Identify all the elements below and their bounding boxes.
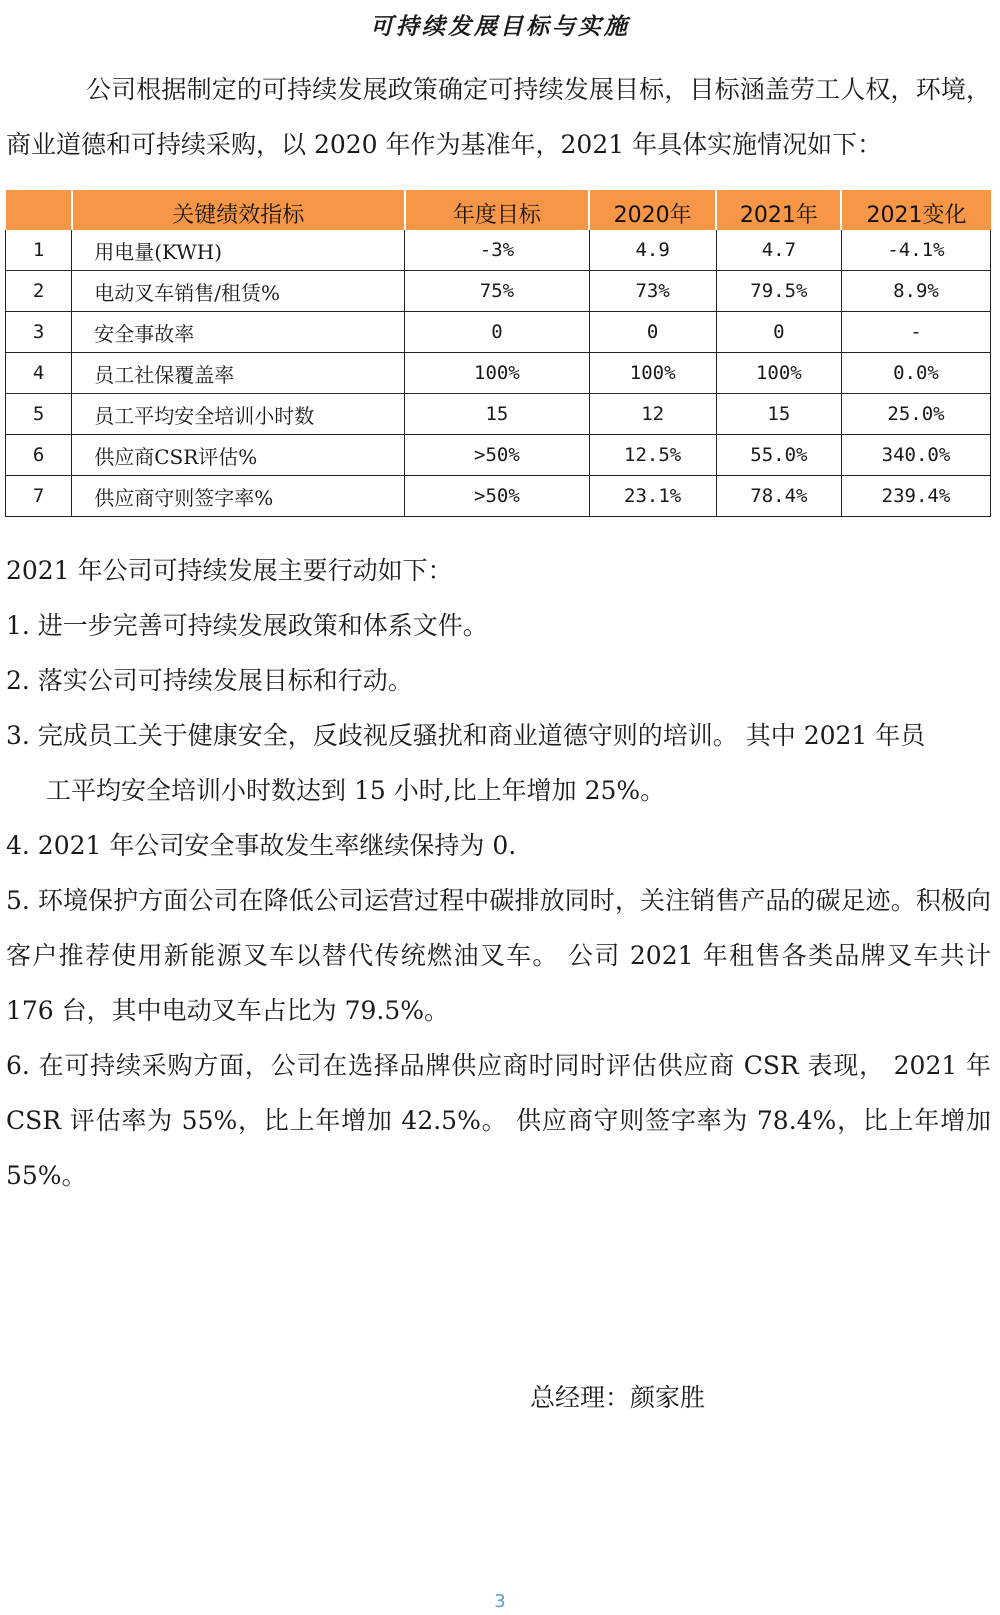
cell-2020: 23.1% bbox=[589, 476, 716, 517]
header-2020: 2020年 bbox=[589, 190, 716, 230]
actions-section bbox=[6, 543, 991, 1203]
action-item: 2. 落实公司可持续发展目标和行动。 bbox=[6, 666, 413, 695]
cell-2021: 4.7 bbox=[716, 230, 841, 271]
signature: 总经理：颜家胜 bbox=[530, 1383, 706, 1412]
cell-2021: 0 bbox=[716, 312, 841, 353]
cell-2020: 4.9 bbox=[589, 230, 716, 271]
cell-index: 4 bbox=[6, 353, 72, 394]
action-item: 5. 环境保护方面公司在降低公司运营过程中碳排放同时，关注销售产品的碳足迹。积极向客户推荐使用新能源叉车以替代传统燃油叉车。 公司 2021 年租售各类品牌叉车共计 176 台，其中电动叉车占比为 79.5%。 bbox=[6, 886, 991, 1025]
action-item: 1. 进一步完善可持续发展政策和体系文件。 bbox=[6, 611, 488, 640]
cell-index: 7 bbox=[6, 476, 72, 517]
table-row bbox=[6, 271, 991, 312]
cell-kpi: 用电量(KWH) bbox=[72, 230, 405, 271]
cell-target: 75% bbox=[405, 271, 589, 312]
table-row bbox=[6, 476, 991, 517]
cell-2021: 78.4% bbox=[716, 476, 841, 517]
cell-2020: 12.5% bbox=[589, 435, 716, 476]
page-title: 可持续发展目标与实施 bbox=[370, 14, 630, 40]
cell-index: 2 bbox=[6, 271, 72, 312]
table-row bbox=[6, 230, 991, 271]
intro-paragraph: 公司根据制定的可持续发展政策确定可持续发展目标，目标涵盖劳工人权，环境，商业道德和可持续采购，以 2020 年作为基准年，2021 年具体实施情况如下： bbox=[6, 75, 991, 159]
action-item: 3. 完成员工关于健康安全，反歧视反骚扰和商业道德守则的培训。 其中 2021 年员 bbox=[6, 721, 926, 750]
cell-target: 15 bbox=[405, 394, 589, 435]
header-2021-change: 2021变化 bbox=[841, 190, 990, 230]
cell-kpi: 安全事故率 bbox=[72, 312, 405, 353]
table-row bbox=[6, 435, 991, 476]
cell-change: 0.0% bbox=[841, 353, 990, 394]
action-item-continuation: 工平均安全培训小时数达到 15 小时,比上年增加 25%。 bbox=[46, 776, 666, 805]
kpi-table bbox=[5, 190, 991, 517]
table-row bbox=[6, 394, 991, 435]
cell-change: 8.9% bbox=[841, 271, 990, 312]
cell-index: 1 bbox=[6, 230, 72, 271]
cell-change: -4.1% bbox=[841, 230, 990, 271]
cell-kpi: 供应商CSR评估% bbox=[72, 435, 405, 476]
actions-heading: 2021 年公司可持续发展主要行动如下： bbox=[6, 556, 453, 585]
header-annual-target: 年度目标 bbox=[405, 190, 589, 230]
cell-2021: 55.0% bbox=[716, 435, 841, 476]
table-header-row bbox=[6, 190, 991, 230]
cell-2020: 73% bbox=[589, 271, 716, 312]
cell-target: >50% bbox=[405, 476, 589, 517]
cell-2021: 79.5% bbox=[716, 271, 841, 312]
action-item: 4. 2021 年公司安全事故发生率继续保持为 0. bbox=[6, 831, 517, 860]
table-row bbox=[6, 312, 991, 353]
cell-change: - bbox=[841, 312, 990, 353]
cell-2020: 100% bbox=[589, 353, 716, 394]
cell-target: >50% bbox=[405, 435, 589, 476]
header-kpi: 关键绩效指标 bbox=[72, 190, 405, 230]
header-2021: 2021年 bbox=[716, 190, 841, 230]
cell-target: -3% bbox=[405, 230, 589, 271]
cell-target: 0 bbox=[405, 312, 589, 353]
table-row bbox=[6, 353, 991, 394]
cell-target: 100% bbox=[405, 353, 589, 394]
cell-kpi: 电动叉车销售/租赁% bbox=[72, 271, 405, 312]
header-index bbox=[6, 190, 72, 230]
cell-kpi: 员工平均安全培训小时数 bbox=[72, 394, 405, 435]
cell-change: 340.0% bbox=[841, 435, 990, 476]
cell-index: 5 bbox=[6, 394, 72, 435]
cell-index: 6 bbox=[6, 435, 72, 476]
action-item: 6. 在可持续采购方面，公司在选择品牌供应商时同时评估供应商 CSR 表现， 2021 年 CSR 评估率为 55%，比上年增加 42.5%。 供应商守则签字率为 78.4%，比上年增加 55%。 bbox=[6, 1051, 991, 1190]
cell-index: 3 bbox=[6, 312, 72, 353]
cell-2020: 12 bbox=[589, 394, 716, 435]
cell-change: 25.0% bbox=[841, 394, 990, 435]
cell-change: 239.4% bbox=[841, 476, 990, 517]
cell-2021: 100% bbox=[716, 353, 841, 394]
page-number: 3 bbox=[494, 1591, 506, 1612]
cell-kpi: 员工社保覆盖率 bbox=[72, 353, 405, 394]
cell-2020: 0 bbox=[589, 312, 716, 353]
cell-kpi: 供应商守则签字率% bbox=[72, 476, 405, 517]
cell-2021: 15 bbox=[716, 394, 841, 435]
